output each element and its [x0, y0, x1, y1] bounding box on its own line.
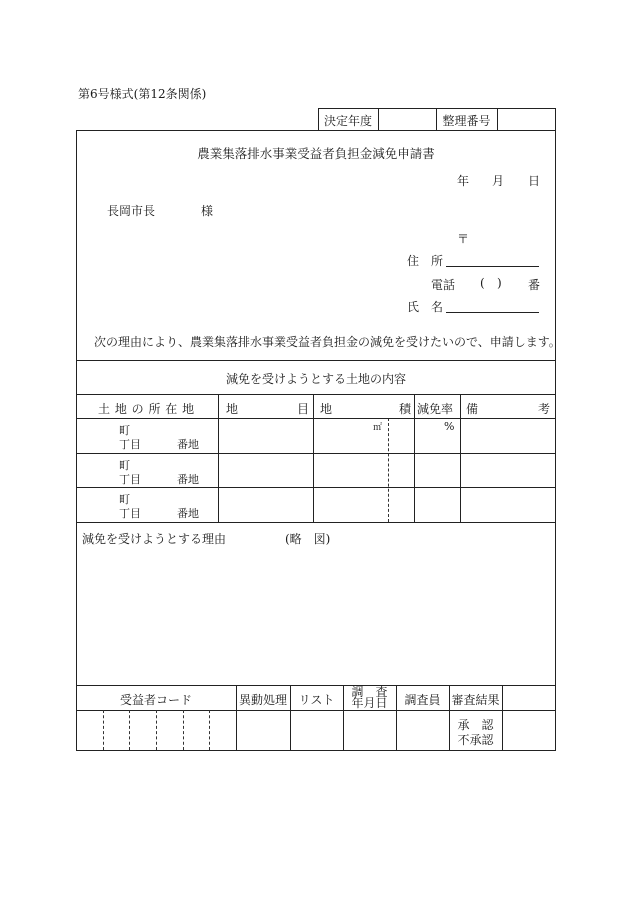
date-year-label: 年	[457, 174, 470, 188]
col-area-a: 地	[320, 402, 333, 416]
phone-label: 電話	[431, 278, 456, 292]
phone-paren-close: )	[497, 276, 502, 290]
review-result-label: 審査結果	[451, 693, 500, 707]
addressee-honorific: 様	[201, 204, 214, 218]
addressee-name: 長岡市長	[107, 204, 156, 218]
col-rate: 減免率	[417, 402, 454, 416]
transfer-label: 異動処理	[238, 693, 287, 707]
date-month-label: 月	[492, 174, 505, 188]
approved-option: 承 認	[457, 718, 494, 732]
row-banchi: 番地	[177, 507, 199, 520]
row-chome: 丁目	[119, 438, 141, 451]
col-category-b: 目	[297, 402, 310, 416]
survey-date-label-1: 調 査	[351, 685, 388, 699]
rate-unit: %	[444, 420, 455, 433]
survey-date-label-2: 年月日	[351, 696, 388, 710]
list-label: リスト	[298, 693, 335, 707]
decision-year-label: 決定年度	[323, 114, 372, 128]
date-day-label: 日	[528, 174, 541, 188]
address-field[interactable]	[446, 266, 539, 267]
sketch-label: (略 図)	[285, 532, 331, 546]
col-remarks-a: 備	[466, 402, 479, 416]
row-town: 町	[119, 424, 130, 437]
area-unit: ㎡	[373, 423, 383, 433]
beneficiary-code-label: 受益者コード	[119, 693, 192, 707]
col-remarks-b: 考	[538, 402, 551, 416]
col-location: 土 地 の 所 在 地	[98, 402, 195, 416]
row-chome: 丁目	[119, 507, 141, 520]
row-town: 町	[119, 459, 130, 472]
phone-paren-open: (	[480, 276, 485, 290]
row-town: 町	[119, 493, 130, 506]
surveyor-label: 調査員	[404, 693, 441, 707]
row-banchi: 番地	[177, 438, 199, 451]
row-banchi: 番地	[177, 473, 199, 486]
address-label: 住 所	[407, 254, 444, 268]
postal-mark: 〒	[457, 232, 470, 246]
name-field[interactable]	[446, 312, 539, 313]
form-title: 農業集落排水事業受益者負担金減免申請書	[197, 146, 435, 161]
reference-number-label: 整理番号	[442, 114, 491, 128]
row-chome: 丁目	[119, 473, 141, 486]
request-text: 次の理由により、農業集落排水事業受益者負担金の減免を受けたいので、申請します。	[94, 335, 561, 349]
land-section-heading: 減免を受けようとする土地の内容	[225, 372, 406, 386]
form-number: 第6号様式(第12条関係)	[78, 87, 207, 101]
col-area-b: 積	[399, 402, 412, 416]
not-approved-option: 不承認	[457, 733, 494, 747]
col-category-a: 地	[226, 402, 239, 416]
name-label: 氏 名	[407, 300, 444, 314]
phone-suffix: 番	[528, 278, 541, 292]
reason-label: 減免を受けようとする理由	[82, 532, 227, 546]
